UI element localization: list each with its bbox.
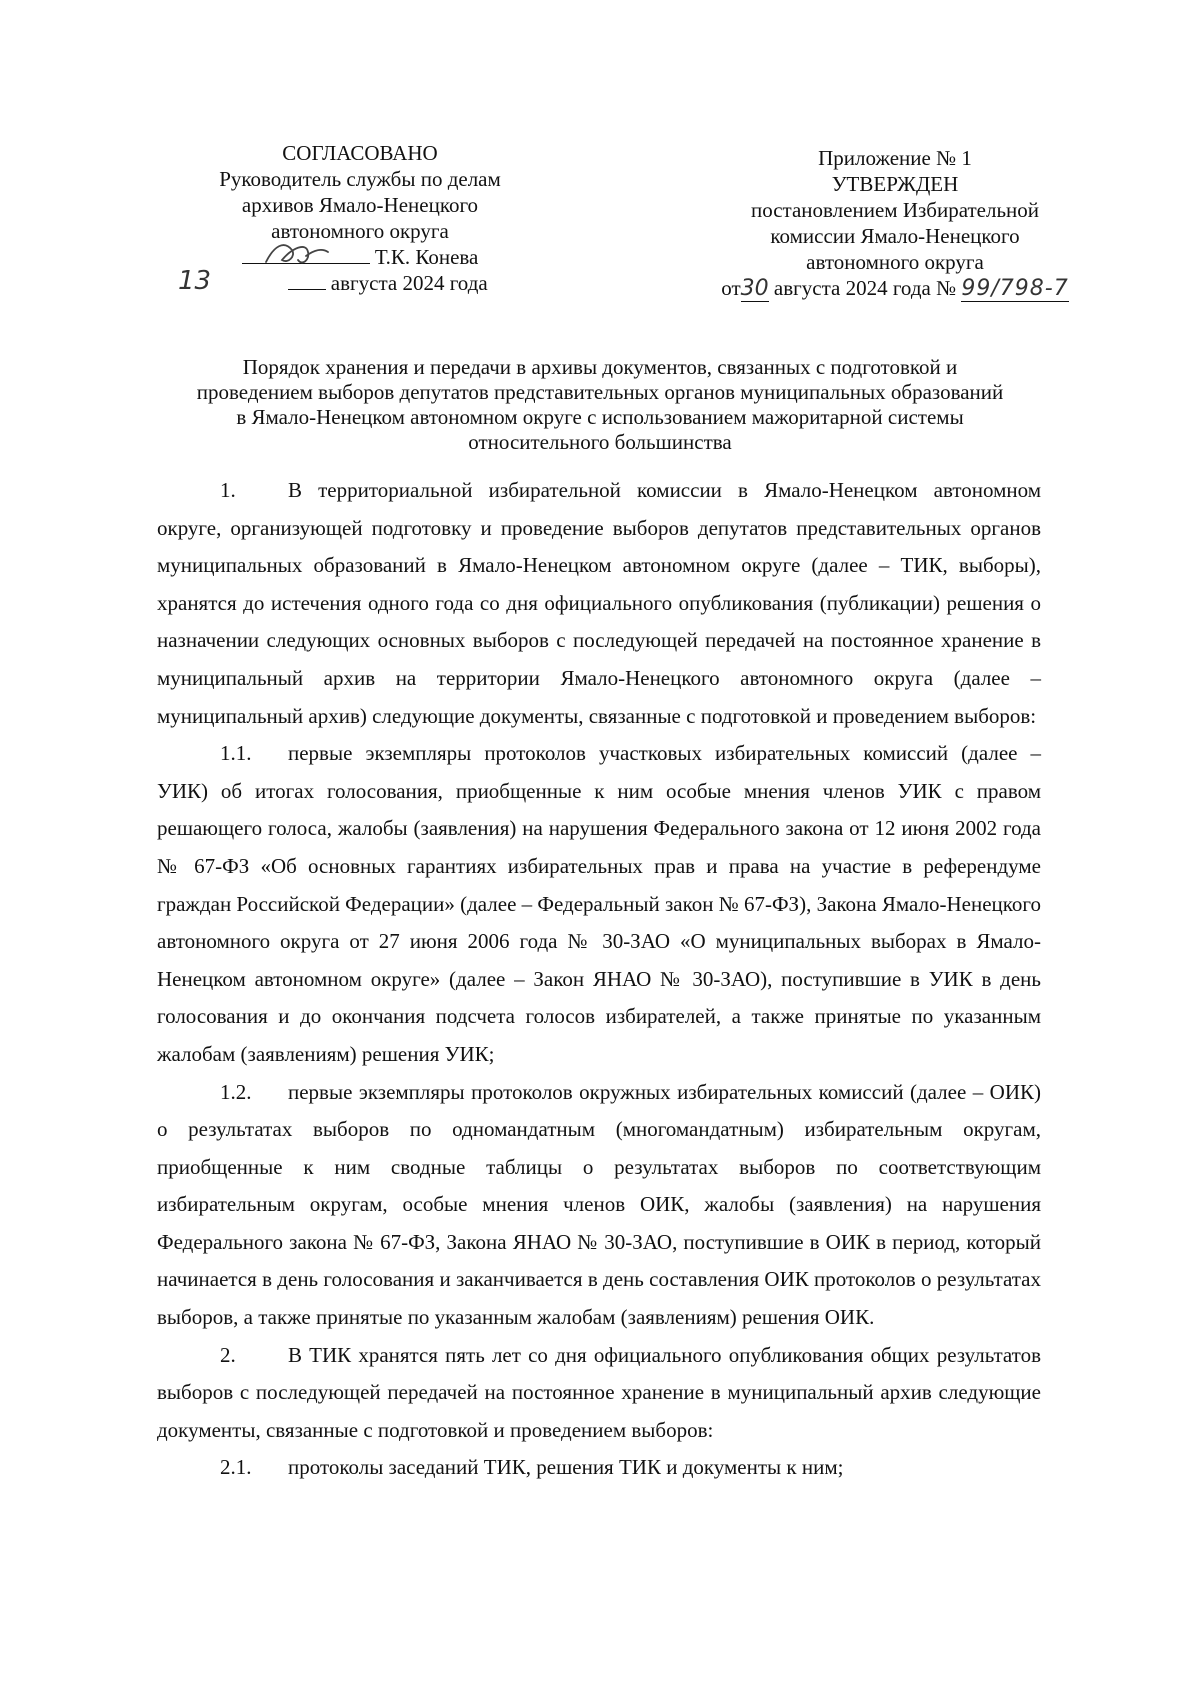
- paragraph-2: [157, 1337, 1041, 1450]
- document-body: [157, 472, 1041, 1487]
- approval-block: [180, 140, 540, 296]
- paragraph-number: 1.: [220, 478, 236, 502]
- paragraph-text: В территориальной избирательной комиссии в Ямало-Ненецком автономном округе, организующей подготовку и проведение выборов депутатов представительных органов муниципальных образований в Ямало-Ненецком автономном округе (далее – ТИК, выборы), хранятся до истечения одного года со дня официального опубликования (публикации) решения о назначении следующих основных выборов с последующей передачей на постоянное хранение в муниципальный архив на территории Ямало-Ненецкого автономного округа (далее – муниципальный архив) следующие документы, связанные с подготовкой и проведением выборов:: [157, 478, 1041, 728]
- paragraph-text: протоколы заседаний ТИК, решения ТИК и документы к ним;: [288, 1455, 844, 1480]
- paragraph-text: первые экземпляры протоколов участковых избирательных комиссий (далее – УИК) об итогах голосования, приобщенные к ним особые мнения членов УИК с правом решающего голоса, жалобы (заявления) на нарушения Федерального закона от 12 июня 2002 года № 67-ФЗ «Об основных гарантиях избирательных прав и права на участие в референдуме граждан Российской Федерации» (далее – Федеральный закон № 67-ФЗ), Закона Ямало-Ненецкого автономного округа от 27 июня 2006 года № 30-ЗАО «О муниципальных выборах в Ямало-Ненецком автономном округе» (далее – Закон ЯНАО № 30-ЗАО), поступившие в УИК в день голосования и до окончания подсчета голосов избирателей, а также принятые по указанным жалобам (заявлениям) решения УИК;: [157, 741, 1041, 1066]
- paragraph-number: 1.1.: [220, 741, 252, 766]
- paragraph-1-1: [157, 735, 1041, 1073]
- approval-date-text: августа 2024 года: [330, 271, 488, 295]
- paragraph-1-2: [157, 1074, 1041, 1337]
- approval-position-line2: архивов Ямало-Ненецкого: [241, 193, 479, 217]
- appendix-district: автономного округа: [806, 250, 984, 274]
- appendix-commission: комиссии Ямало-Ненецкого: [770, 224, 1020, 248]
- paragraph-text: первые экземпляры протоколов окружных избирательных комиссий (далее – ОИК) о результатах выборов по одномандатным (многомандатным) избирательным округам, приобщенные к ним сводные таблицы о результатах выборов по соответствующим избирательным округам, особые мнения членов ОИК, жалобы (заявления) на нарушения Федерального закона № 67-ФЗ, Закона ЯНАО № 30-ЗАО, поступившие в ОИК в период, который начинается в день голосования и заканчивается в день составления ОИК протоколов о результатах выборов, а также принятые по указанным жалобам (заявлениям) решения ОИК.: [157, 1079, 1041, 1330]
- approval-signatory: Т.К. Конева: [374, 245, 479, 269]
- appendix-date-line: от30 августа 2024 года № 99/798-7: [721, 276, 1069, 301]
- appendix-date-handwritten: 30: [740, 276, 769, 301]
- title-line: относительного большинства: [468, 430, 732, 454]
- title-line: проведением выборов депутатов представительных органов муниципальных образований: [196, 380, 1004, 404]
- handwritten-signature: [262, 236, 332, 270]
- appendix-decree: постановлением Избирательной: [750, 198, 1040, 222]
- paragraph-number: 2.1.: [220, 1455, 252, 1480]
- document-title: [150, 355, 1050, 455]
- approval-position: Руководитель службы по делам: [219, 167, 501, 191]
- approval-signature-line: [180, 244, 540, 270]
- approval-position-line3: автономного округа: [271, 219, 449, 243]
- paragraph-1: [157, 472, 1041, 735]
- paragraph-2-1: [157, 1449, 1041, 1487]
- title-line: Порядок хранения и передачи в архивы документов, связанных с подготовкой и: [242, 355, 958, 379]
- approval-heading: СОГЛАСОВАНО: [282, 141, 438, 165]
- approval-date-handwritten: 13: [178, 266, 212, 296]
- paragraph-number: 2.: [220, 1342, 236, 1367]
- title-line: в Ямало-Ненецком автономном округе с использованием мажоритарной системы: [236, 405, 964, 429]
- appendix-label: Приложение № 1: [818, 146, 972, 170]
- approval-date-line: [180, 270, 540, 296]
- paragraph-text: В ТИК хранятся пять лет со дня официального опубликования общих результатов выборов с последующей передачей на постоянное хранение в муниципальный архив следующие документы, связанные с подготовкой и проведением выборов:: [157, 1342, 1041, 1442]
- paragraph-number: 1.2.: [220, 1079, 252, 1104]
- appendix-number-handwritten: 99/798-7: [961, 276, 1069, 301]
- date-blank: [288, 271, 326, 290]
- appendix-approved: УТВЕРЖДЕН: [831, 172, 959, 196]
- appendix-date-text: августа 2024 года №: [773, 276, 957, 300]
- appendix-block: [700, 145, 1090, 302]
